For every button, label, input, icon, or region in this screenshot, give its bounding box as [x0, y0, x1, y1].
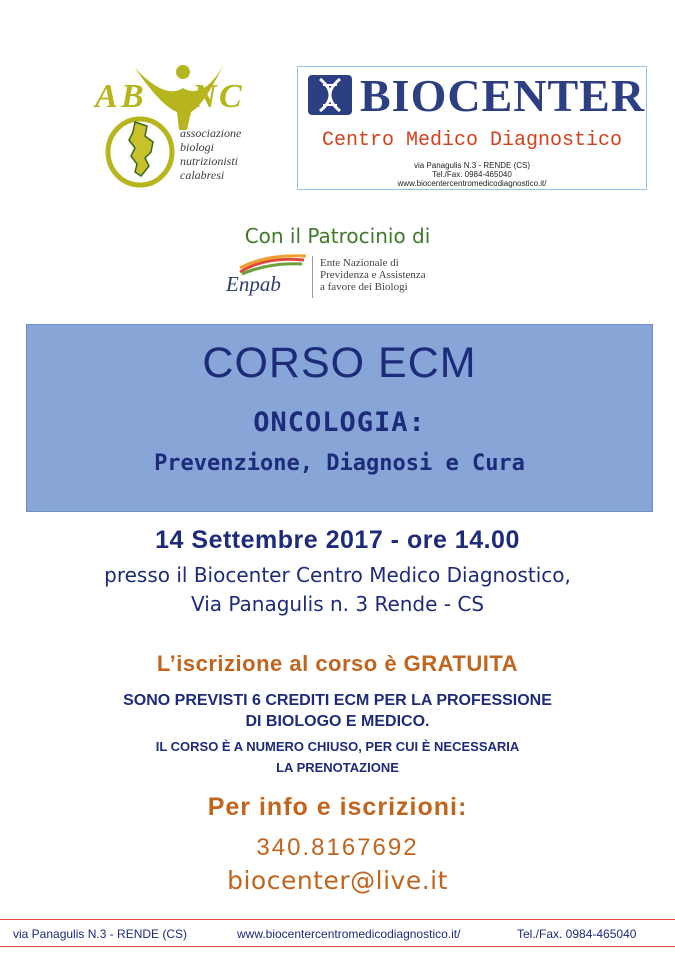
event-place-line2: Via Panagulis n. 3 Rende - CS	[190, 592, 485, 616]
closed-line2: LA PRENOTAZIONE	[276, 760, 399, 775]
contact-phone[interactable]: 340.8167692	[256, 834, 419, 861]
course-title: CORSO ECM	[202, 339, 477, 387]
biocenter-web: www.biocentercentromedicodiagnostico.it/	[397, 179, 547, 188]
info-title: Per info e iscrizioni:	[207, 793, 468, 821]
biocenter-logo	[297, 66, 647, 190]
course-topic: ONCOLOGIA:	[253, 407, 426, 438]
abnc-assoc-line: calabresi	[180, 168, 225, 182]
abnc-letter-n: N	[192, 78, 218, 115]
registration-free: L’iscrizione al corso è GRATUITA	[156, 651, 519, 676]
footer-tel: Tel./Fax. 0984-465040	[517, 927, 637, 941]
enpab-divider	[312, 256, 313, 298]
credits-line2: DI BIOLOGO E MEDICO.	[245, 713, 430, 730]
abnc-letter-b: B	[121, 78, 145, 115]
enpab-desc-line: Previdenza e Assistenza	[320, 269, 426, 281]
abnc-association-text	[180, 126, 241, 182]
biocenter-address: via Panagulis N.3 - RENDE (CS)	[413, 161, 531, 170]
dna-icon	[308, 75, 352, 115]
biocenter-title: BIOCENTER	[360, 70, 646, 121]
closed-line1: IL CORSO È A NUMERO CHIUSO, PER CUI È NECESSARIA	[155, 739, 520, 754]
footer	[0, 919, 675, 947]
abnc-logo	[95, 60, 270, 190]
contact-email[interactable]: biocenter@live.it	[227, 866, 448, 895]
enpab-name: Enpab	[226, 272, 281, 296]
event-place-line1: presso il Biocenter Centro Medico Diagnostico,	[104, 563, 571, 587]
biocenter-subtitle: Centro Medico Diagnostico	[321, 129, 623, 152]
enpab-description	[320, 257, 426, 293]
credits-line1: SONO PREVISTI 6 CREDITI ECM PER LA PROFESSIONE	[123, 692, 552, 709]
footer-address: via Panagulis N.3 - RENDE (CS)	[13, 927, 188, 941]
event-date: 14 Settembre 2017 - ore 14.00	[155, 526, 520, 554]
enpab-desc-line: a favore dei Biologi	[320, 281, 408, 293]
abnc-assoc-line: nutrizionisti	[180, 154, 239, 168]
abnc-letter-a: A	[95, 78, 119, 115]
abnc-assoc-line: biologi	[180, 140, 215, 154]
footer-web[interactable]: www.biocentercentromedicodiagnostico.it/	[237, 927, 461, 941]
biocenter-tel: Tel./Fax. 0984-465040	[432, 170, 512, 179]
course-subtopic: Prevenzione, Diagnosi e Cura	[154, 451, 525, 476]
enpab-logo	[226, 252, 306, 304]
enpab-desc-line: Ente Nazionale di	[320, 257, 399, 269]
abnc-letter-c: C	[219, 78, 243, 115]
abnc-assoc-line: associazione	[180, 126, 242, 140]
patrocinio-label: Con il Patrocinio di	[244, 224, 431, 248]
course-banner	[26, 324, 653, 512]
